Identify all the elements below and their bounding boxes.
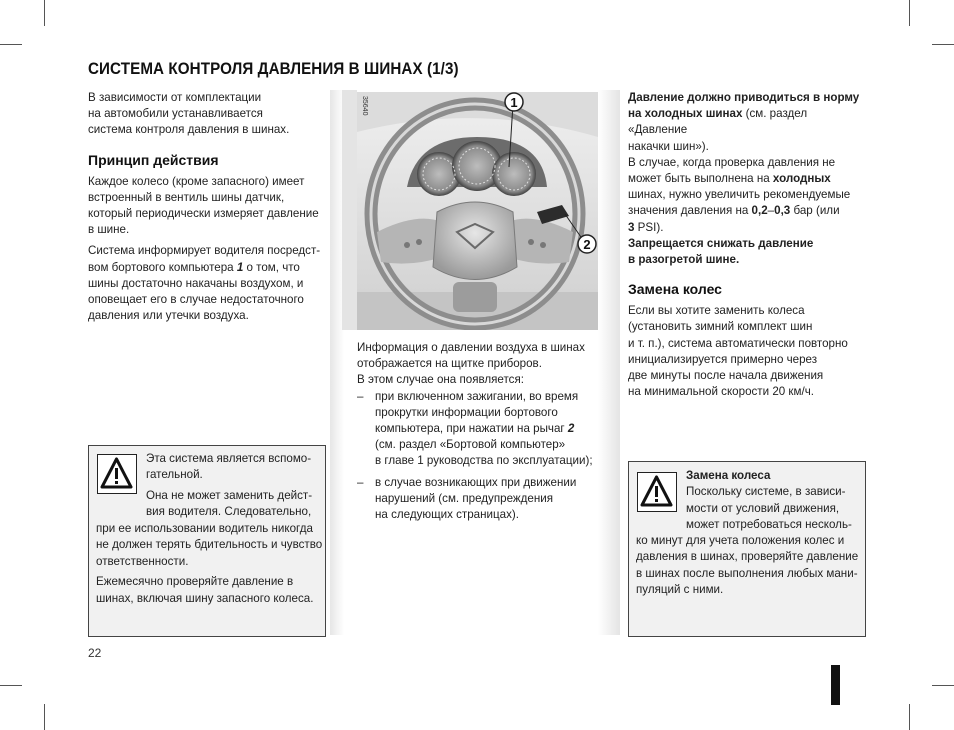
ref-number: 2 xyxy=(567,422,575,436)
para-line xyxy=(628,203,868,219)
para-text: может быть выполнена на xyxy=(628,172,773,186)
para-line: встроенный в вентиль шины датчик, xyxy=(88,190,285,204)
para-line: давления или утечки воздуха. xyxy=(88,309,249,323)
list-line: (см. раздел «Бортовой компьютер» xyxy=(375,438,566,452)
bold-line: Давление должно приводиться в норму xyxy=(628,91,860,104)
warning-text: Эта система является вспомо- xyxy=(146,452,312,465)
para-text: бар (или xyxy=(790,204,840,218)
para-line: оповещает его в случае недостаточного xyxy=(88,293,304,307)
para-line: шинах, нужно увеличить рекомендуемые xyxy=(628,188,851,202)
list-line: при включенном зажигании, во время xyxy=(375,389,579,403)
pressure-value: 0,2 xyxy=(751,204,768,218)
warning-text: вия водителя. Следовательно, xyxy=(146,505,312,519)
warning-triangle-icon xyxy=(98,455,135,492)
warning-text: гательной. xyxy=(146,468,203,482)
callout-2: 2 xyxy=(583,237,591,252)
para-line xyxy=(628,106,868,138)
list-line: прокрутки информации бортового xyxy=(375,405,558,419)
page-number: 22 xyxy=(88,646,102,660)
para-line: (установить зимний комплект шин xyxy=(628,320,813,334)
warning-triangle-icon xyxy=(637,472,677,512)
crop-mark xyxy=(44,704,45,730)
list-line: нарушений (см. предупреждения xyxy=(375,491,554,505)
warning-text: может потребоваться несколь- xyxy=(686,518,852,532)
warning-text: шинах, включая шину запасного колеса. xyxy=(96,591,314,605)
dashboard-illustration xyxy=(357,92,598,330)
crop-mark xyxy=(909,0,910,26)
para-line xyxy=(628,220,868,236)
warning-text: ко минут для учета положения колес и xyxy=(636,534,845,547)
warning-box-wheel-change xyxy=(628,461,866,637)
left-column xyxy=(88,90,328,324)
para-text: о том, что xyxy=(243,260,300,274)
warning-text: давления в шинах, проверяйте давление xyxy=(636,550,859,564)
para-line: две минуты после начала движения xyxy=(628,369,824,383)
para-line: Если вы хотите заменить колеса xyxy=(628,304,805,318)
figure-code: 35640 xyxy=(361,96,368,116)
warning-text: ответственности. xyxy=(96,554,189,568)
para-text: (см. раздел «Давление xyxy=(628,107,808,137)
middle-column xyxy=(357,340,602,523)
list-dash: – xyxy=(357,475,364,489)
para-text: вом бортового компьютера xyxy=(88,260,237,274)
list-line: на следующих страницах). xyxy=(375,508,519,522)
warning-text: при ее использовании водитель никогда xyxy=(96,522,313,535)
crop-mark xyxy=(0,685,22,686)
para-line: накачки шин»). xyxy=(628,139,709,153)
para-line: Система информирует водителя посредст- xyxy=(88,244,321,258)
warning-text: не должен терять бдительность и чувство xyxy=(96,538,323,552)
caption-line: В этом случае она появляется: xyxy=(357,373,524,387)
warning-box-assistive xyxy=(88,445,326,637)
warning-text: Она не может заменить дейст- xyxy=(146,488,313,502)
crop-mark xyxy=(44,0,45,26)
warning-title: Замена колеса xyxy=(686,469,771,482)
para-line: В случае, когда проверка давления не xyxy=(628,155,836,169)
bold-line: в разогретой шине. xyxy=(628,253,740,267)
caption-line: Информация о давлении воздуха в шинах xyxy=(357,341,585,354)
intro-line: система контроля давления в шинах. xyxy=(88,123,290,137)
warning-triangle-icon xyxy=(638,473,675,510)
bold-text: на холодных шинах xyxy=(628,107,743,121)
para-line: в шине. xyxy=(88,223,130,237)
steering-wheel-drawing xyxy=(357,92,598,330)
chapter-tab-marker xyxy=(831,665,840,705)
figure-frame xyxy=(342,90,357,330)
list-line xyxy=(375,421,602,437)
section-heading-principle: Принцип действия xyxy=(88,151,219,168)
list-line: в главе 1 руководства по эксплуатации); xyxy=(375,454,593,468)
para-line: Каждое колесо (кроме запасного) имеет xyxy=(88,174,305,188)
para-text: значения давления на xyxy=(628,204,752,218)
warning-text: Поскольку системе, в зависи- xyxy=(686,485,846,499)
para-line: и т. п.), система автоматически повторно xyxy=(628,336,848,350)
caption-line: отображается на щитке приборов. xyxy=(357,357,542,371)
list-text: компьютера, при нажатии на рычаг xyxy=(375,422,568,436)
crop-mark xyxy=(932,685,954,686)
list-dash: – xyxy=(357,389,364,403)
para-line: который периодически измеряет давление xyxy=(88,207,319,221)
warning-text: мости от условий движения, xyxy=(686,501,840,515)
intro-line: на автомобили устанавливается xyxy=(88,107,263,121)
bold-text: холодных xyxy=(772,172,831,186)
para-text: – xyxy=(767,204,775,218)
intro-line: В зависимости от комплектации xyxy=(88,91,262,104)
bold-line: Запрещается снижать давление xyxy=(628,236,814,250)
para-text: PSI). xyxy=(634,220,664,234)
warning-text: Ежемесячно проверяйте давление в xyxy=(96,575,294,589)
para-line xyxy=(628,171,868,187)
crop-mark xyxy=(909,704,910,730)
crop-mark xyxy=(932,44,954,45)
right-column xyxy=(628,90,868,400)
pressure-value: 3 xyxy=(628,220,635,234)
ref-number: 1 xyxy=(236,260,244,274)
warning-text: пуляций с ними. xyxy=(636,583,724,597)
callout-1: 1 xyxy=(510,95,518,110)
section-heading-wheel-change: Замена колес xyxy=(628,281,722,298)
warning-triangle-icon xyxy=(97,454,137,494)
para-line: шины достаточно накачаны воздухом, и xyxy=(88,276,304,290)
para-line: на минимальной скорости 20 км/ч. xyxy=(628,385,814,399)
crop-mark xyxy=(0,44,22,45)
pressure-value: 0,3 xyxy=(774,204,791,218)
warning-text: в шинах после выполнения любых мани- xyxy=(636,566,858,580)
para-line: инициализируется примерно через xyxy=(628,352,818,366)
page-title: СИСТЕМА КОНТРОЛЯ ДАВЛЕНИЯ В ШИНАХ (1/3) xyxy=(88,60,459,78)
list-line: в случае возникающих при движении xyxy=(375,475,577,489)
para-line xyxy=(88,260,328,276)
